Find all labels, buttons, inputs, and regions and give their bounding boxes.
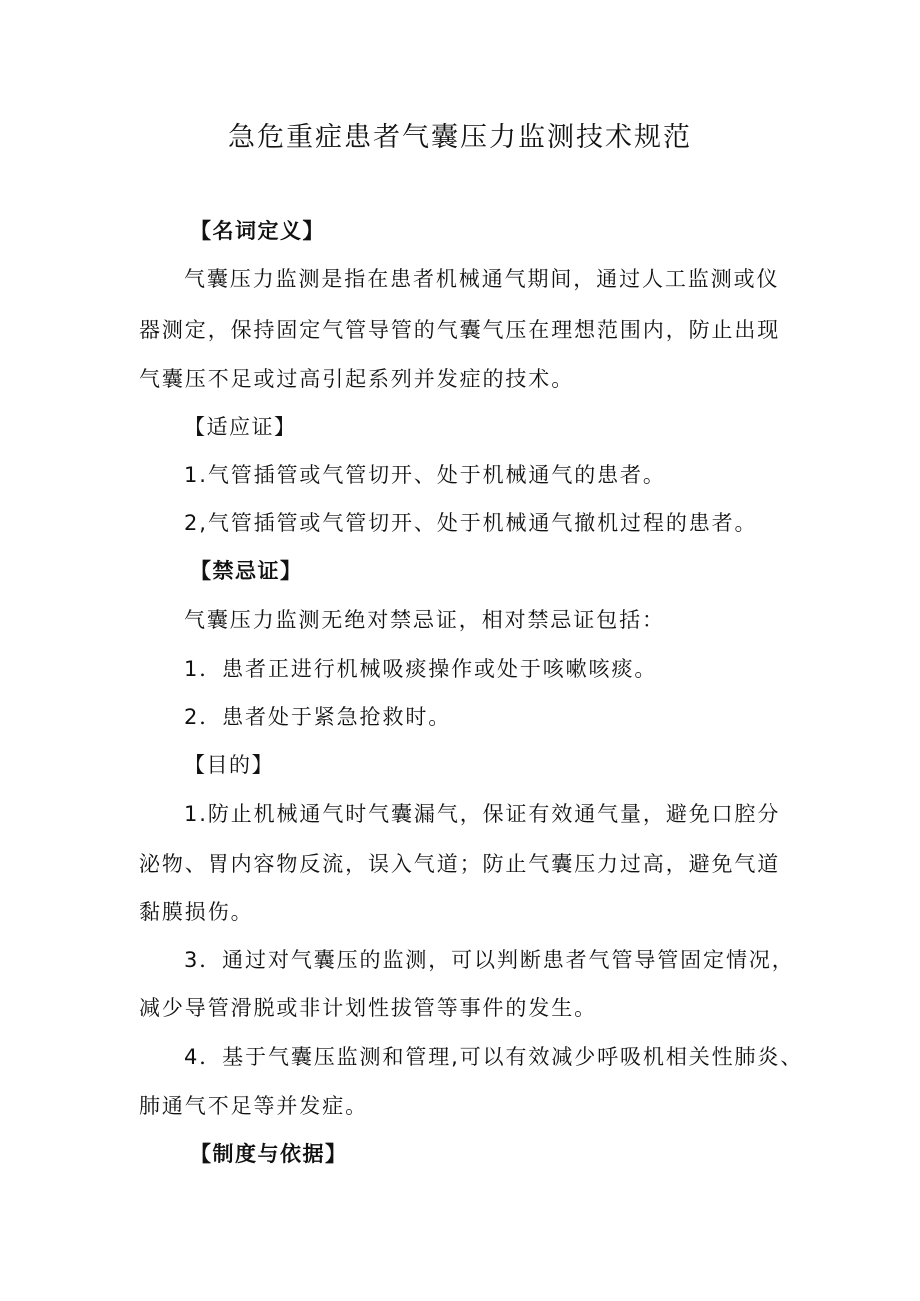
purpose-item4-line-1: 4．基于气囊压监测和管理,可以有效减少呼吸机相关性肺炎、 <box>184 1045 804 1069</box>
indication-item-2: 2,气管插管或气管切开、处于机械通气撤机过程的患者。 <box>184 511 758 535</box>
definition-line-3: 气囊压不足或过高引起系列并发症的技术。 <box>139 367 575 391</box>
purpose-item1-line-1: 1.防止机械通气时气囊漏气，保证有效通气量，避免口腔分 <box>184 802 781 826</box>
definition-line-1: 气囊压力监测是指在患者机械通气期间，通过人工监测或仪 <box>184 267 780 291</box>
purpose-item1-line-2: 泌物、胃内容物反流，误入气道；防止气囊压力过高，避免气道 <box>139 852 781 876</box>
contraindication-item-2: 2．患者处于紧急抢救时。 <box>184 705 452 729</box>
section-heading-basis: 【制度与依据】 <box>190 1142 348 1166</box>
indication-item-1: 1.气管插管或气管切开、处于机械通气的患者。 <box>184 463 666 487</box>
section-heading-contraindications: 【禁忌证】 <box>190 559 303 583</box>
section-heading-purpose: 【目的】 <box>184 753 274 777</box>
section-heading-definition: 【名词定义】 <box>190 219 325 243</box>
definition-line-2: 器测定，保持固定气管导管的气囊气压在理想范围内，防止出现 <box>139 318 781 342</box>
contraindication-intro: 气囊压力监测无绝对禁忌证，相对禁忌证包括： <box>184 608 665 632</box>
contraindication-item-1: 1．患者正进行机械吸痰操作或处于咳嗽咳痰。 <box>184 657 658 681</box>
section-heading-indications: 【适应证】 <box>184 415 297 439</box>
purpose-item3-line-2: 减少导管滑脱或非计划性拔管等事件的发生。 <box>139 996 597 1020</box>
purpose-item1-line-3: 黏膜损伤。 <box>139 900 254 924</box>
document-title: 急危重症患者气囊压力监测技术规范 <box>228 122 692 153</box>
purpose-item3-line-1: 3．通过对气囊压的监测，可以判断患者气管导管固定情况， <box>184 948 795 972</box>
purpose-item4-line-2: 肺通气不足等并发症。 <box>139 1094 368 1118</box>
